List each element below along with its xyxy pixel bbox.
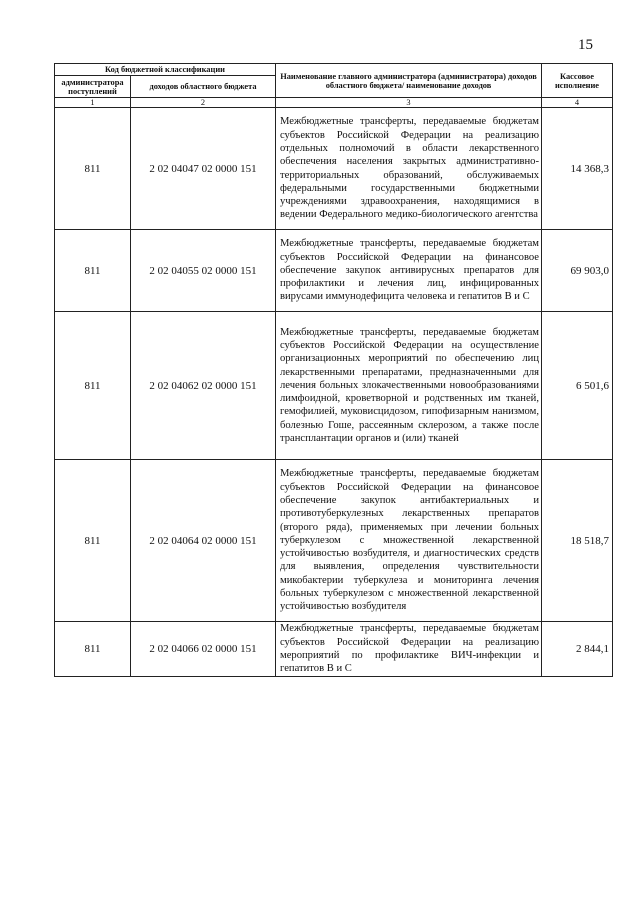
column-number: 3	[276, 98, 542, 108]
execution-amount: 2 844,1	[542, 622, 613, 677]
admin-code: 811	[55, 460, 131, 622]
execution-amount: 69 903,0	[542, 230, 613, 312]
table-row	[55, 312, 613, 460]
income-description: Межбюджетные трансферты, передаваемые бюджетам субъектов Российской Федерации на реализацию отдельных полномочий в области лекарственного обеспечения населения закрытых административно-территориальных образований, обслуживаемых федеральными государственными бюджетными учреждениями здравоохранения, находящимися в ведении Федерального медико-биологического агентства	[276, 108, 542, 230]
execution-amount: 6 501,6	[542, 312, 613, 460]
table-row	[55, 622, 613, 677]
income-code: 2 02 04064 02 0000 151	[131, 460, 276, 622]
income-code: 2 02 04062 02 0000 151	[131, 312, 276, 460]
income-description: Межбюджетные трансферты, передаваемые бюджетам субъектов Российской Федерации на финансовое обеспечение закупок антивирусных препаратов для профилактики и лечения лиц, инфицированных вирусами иммунодефицита человека и гепатитов B и C	[276, 230, 542, 312]
admin-code: 811	[55, 622, 131, 677]
table-row	[55, 108, 613, 230]
execution-amount: 14 368,3	[542, 108, 613, 230]
admin-code: 811	[55, 108, 131, 230]
income-code: 2 02 04047 02 0000 151	[131, 108, 276, 230]
column-number: 4	[542, 98, 613, 108]
admin-code: 811	[55, 312, 131, 460]
header-income: доходов областного бюджета	[131, 76, 276, 98]
column-number: 1	[55, 98, 131, 108]
execution-amount: 18 518,7	[542, 460, 613, 622]
budget-income-table	[54, 63, 613, 677]
table-row	[55, 230, 613, 312]
income-code: 2 02 04055 02 0000 151	[131, 230, 276, 312]
page-number: 15	[578, 37, 593, 53]
income-description: Межбюджетные трансферты, передаваемые бюджетам субъектов Российской Федерации на реализацию мероприятий по профилактике ВИЧ-инфекции и гепатитов B и C	[276, 622, 542, 677]
admin-code: 811	[55, 230, 131, 312]
income-description: Межбюджетные трансферты, передаваемые бюджетам субъектов Российской Федерации на осуществление организационных мероприятий по обеспечению лиц лекарственными препаратами, предназначенными для лечения больных злокачественными новообразованиями лимфоидной, кроветворной и родственных им тканей, гемофилией, муковисцидозом, гипофизарным нанизмом, болезнью Гоше, рассеянным склерозом, а также после трансплантации органов и (или) тканей	[276, 312, 542, 460]
column-number: 2	[131, 98, 276, 108]
header-name: Наименование главного администратора (администратора) доходов областного бюджета/ наименование доходов	[276, 64, 542, 98]
income-code: 2 02 04066 02 0000 151	[131, 622, 276, 677]
header-budget-classification: Код бюджетной классификации	[55, 64, 276, 76]
table-row	[55, 460, 613, 622]
header-admin: администратора поступлений	[55, 76, 131, 98]
income-description: Межбюджетные трансферты, передаваемые бюджетам субъектов Российской Федерации на финансовое обеспечение закупок антибактериальных и противотуберкулезных лекарственных препаратов (второго ряда), применяемых при лечении больных туберкулезом с множественной лекарственной устойчивостью возбудителя, и диагностических средств для выявления, определения чувствительности микобактерии туберкулеза и мониторинга лечения больных туберкулезом с множественной лекарственной устойчивостью возбудителя	[276, 460, 542, 622]
header-execution: Кассовое исполнение	[542, 64, 613, 98]
